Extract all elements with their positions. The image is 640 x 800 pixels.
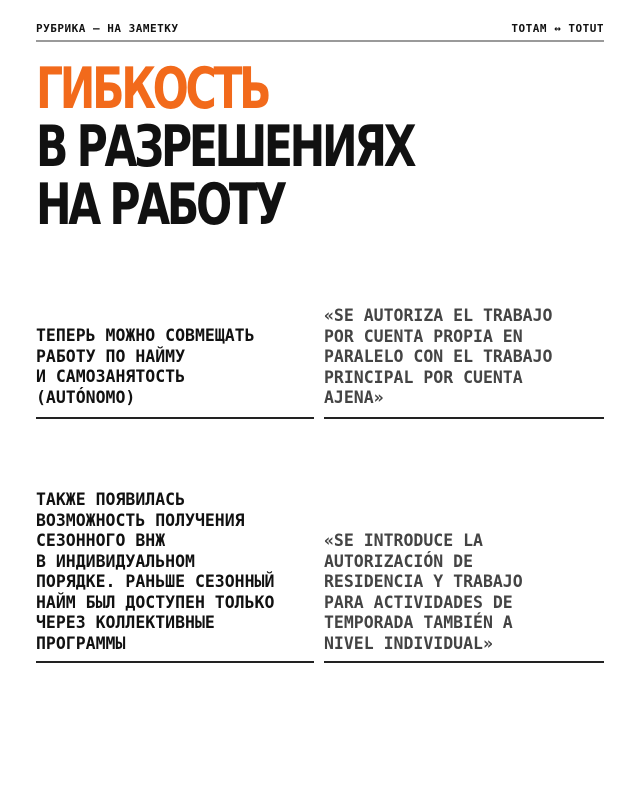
section-1-divider-left (36, 417, 314, 419)
section-1-russian-text: ТЕПЕРЬ МОЖНО СОВМЕЩАТЬ РАБОТУ ПО НАЙМУ И САМОЗАНЯТОСТЬ (AUTÓNOMO) (36, 326, 255, 407)
section-2-spanish-quote: «SE INTRODUCE LA AUTORIZACIÓN DE RESIDENCIA Y TRABAJO PARA ACTIVIDADES DE TEMPORADA TAMBIÉN A NIVEL INDIVIDUAL» (324, 531, 523, 653)
title-line-2: В РАЗРЕШЕНИЯХ (36, 114, 414, 180)
section-2-divider-left (36, 661, 314, 663)
page-title (36, 56, 517, 238)
title-line-3: НА РАБОТУ (36, 172, 285, 238)
section-2-russian-text: ТАКЖЕ ПОЯВИЛАСЬ ВОЗМОЖНОСТЬ ПОЛУЧЕНИЯ СЕЗОННОГО ВНЖ В ИНДИВИДУАЛЬНОМ ПОРЯДКЕ. РАНЬШЕ СЕЗОННЫЙ НАЙМ БЫЛ ДОСТУПЕН ТОЛЬКО ЧЕРЕЗ КОЛЛЕКТИВНЫЕ ПРОГРАММЫ (36, 490, 275, 653)
header-bar (36, 20, 604, 42)
section-2-divider-right (324, 661, 604, 663)
rubric-label: РУБРИКА — НА ЗАМЕТКУ (36, 22, 179, 35)
brand-label: TOTAM ↔ TOTUT (511, 22, 604, 35)
section-1-spanish-quote: «SE AUTORIZA EL TRABAJO POR CUENTA PROPIA EN PARALELO CON EL TRABAJO PRINCIPAL POR CUENTA AJENA» (324, 306, 553, 407)
title-line-accent: ГИБКОСТЬ (36, 56, 269, 122)
section-1-divider-right (324, 417, 604, 419)
